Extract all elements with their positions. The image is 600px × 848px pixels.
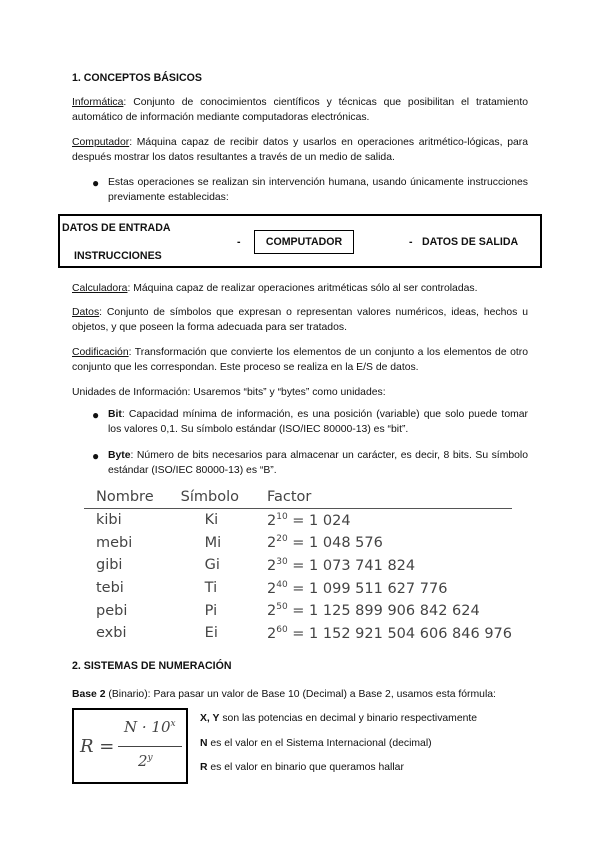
factor-value: = 1 152 921 504 606 846 976 <box>287 625 512 642</box>
bullet-text: Estas operaciones se realizan sin intervención humana, usando únicamente instrucciones previamente establecidas: <box>108 177 528 203</box>
factor-exponent: 10 <box>276 511 288 522</box>
conversion-formula <box>72 708 188 784</box>
unit-name: mebi <box>96 534 133 551</box>
fraction-bar <box>118 746 182 747</box>
factor-base: 2 <box>267 557 277 574</box>
column-header: Factor <box>255 486 512 509</box>
bullet-dot: ● <box>92 408 100 422</box>
binary-prefix-table <box>84 486 512 645</box>
definition-codificacion <box>72 346 528 375</box>
denominator-exponent: y <box>147 753 153 763</box>
bullet-dot: ● <box>92 176 100 190</box>
numerator-exponent: x <box>170 719 176 729</box>
definition-text: : Máquina capaz de realizar operaciones aritméticas sólo al ser controladas. <box>127 283 478 294</box>
numerator-main: N · 10 <box>124 718 171 736</box>
unit-symbol: Ei <box>204 625 218 642</box>
factor-base: 2 <box>267 580 277 597</box>
table-row <box>84 554 512 577</box>
unit-symbol: Ti <box>204 580 218 597</box>
flow-instructions: INSTRUCCIONES <box>74 250 162 262</box>
formula-legend-item <box>200 738 432 749</box>
unit-symbol: Ki <box>204 512 219 529</box>
unit-factor <box>255 577 512 600</box>
unit-factor <box>255 622 512 645</box>
base2-intro <box>72 688 528 703</box>
factor-value: = 1 125 899 906 842 624 <box>287 603 480 620</box>
definition-calculadora <box>72 282 528 297</box>
definition-text: : Máquina capaz de recibir datos y usarlos en operaciones aritmético-lógicas, para después mostrar los datos resultantes a través de un medio de salida. <box>72 137 528 163</box>
factor-value: = 1 099 511 627 776 <box>287 580 448 597</box>
flow-output: DATOS DE SALIDA <box>422 236 519 248</box>
definition-text: : Número de bits necesarios para almacenar un carácter, es decir, 8 bits. Su símbolo estándar (ISO/IEC 80000-13) es “B”. <box>108 450 528 476</box>
unit-name: kibi <box>96 512 122 529</box>
factor-base: 2 <box>267 625 277 642</box>
term: Computador <box>72 137 130 148</box>
unit-name: gibi <box>96 557 123 574</box>
term: Datos <box>72 307 100 318</box>
legend-symbol: N <box>200 738 208 749</box>
factor-exponent: 60 <box>276 624 288 635</box>
unit-factor <box>255 509 512 532</box>
legend-text: son las potencias en decimal y binario respectivamente <box>219 713 478 724</box>
legend-symbol: X, Y <box>200 713 220 724</box>
definition-informatica <box>72 96 528 125</box>
formula-lhs: R = <box>80 736 115 757</box>
factor-base: 2 <box>267 603 277 620</box>
legend-text: es el valor en binario que queramos hallar <box>207 762 404 773</box>
term: Calculadora <box>72 283 128 294</box>
factor-base: 2 <box>267 512 277 529</box>
definition-text: : Conjunto de símbolos que expresan o representan valores numéricos, ideas, hechos u objetos, y que poseen la forma adecuada para ser tratados. <box>72 307 528 333</box>
factor-exponent: 40 <box>276 579 288 590</box>
term: Byte <box>108 450 131 461</box>
definition-text: : Transformación que convierte los elementos de un conjunto a los elementos de otro conjunto que les correspondan. Este proceso se realiza en la E/S de datos. <box>72 347 528 373</box>
definition-datos <box>72 306 528 335</box>
flow-input: DATOS DE ENTRADA <box>62 222 171 234</box>
unit-factor <box>255 599 512 622</box>
definition-text: : Conjunto de conocimientos científicos y técnicas que posibilitan el tratamiento automático de información mediante computadoras electrónicas. <box>72 97 528 123</box>
section-title: 1. CONCEPTOS BÁSICOS <box>72 72 202 84</box>
factor-exponent: 30 <box>276 557 288 568</box>
unit-factor <box>255 532 512 555</box>
table-row <box>84 577 512 600</box>
unit-name: pebi <box>96 602 128 619</box>
definition-byte <box>108 449 528 478</box>
definition-computador <box>72 136 528 165</box>
unit-symbol: Pi <box>204 602 218 619</box>
factor-value: = 1 024 <box>287 512 351 529</box>
definition-text: : Capacidad mínima de información, es una posición (variable) que solo puede tomar los valores 0,1. Su símbolo estándar (ISO/IEC 80000-13) es “bit”. <box>108 409 528 435</box>
legend-symbol: R <box>200 762 208 773</box>
legend-text: es el valor en el Sistema Internacional (decimal) <box>207 738 432 749</box>
factor-exponent: 50 <box>276 602 288 613</box>
factor-base: 2 <box>267 535 277 552</box>
unit-name: exbi <box>96 625 127 642</box>
factor-value: = 1 048 576 <box>287 535 383 552</box>
factor-value: = 1 073 741 824 <box>287 557 416 574</box>
denominator-main: 2 <box>138 752 148 770</box>
table-row <box>84 509 512 532</box>
unit-symbol: Gi <box>204 557 220 574</box>
intro-text: (Binario): Para pasar un valor de Base 10 (Decimal) a Base 2, usamos esta fórmula: <box>105 689 496 700</box>
flow-dash: - <box>237 236 241 248</box>
formula-numerator <box>124 718 176 736</box>
term: Bit <box>108 409 122 420</box>
table-header-row <box>84 486 512 509</box>
term: Codificación <box>72 347 129 358</box>
flow-diagram <box>58 214 542 268</box>
definition-bit <box>108 408 528 437</box>
table-row <box>84 599 512 622</box>
term: Base 2 <box>72 689 106 700</box>
column-header: Símbolo <box>169 486 255 509</box>
table-row <box>84 622 512 645</box>
unit-factor <box>255 554 512 577</box>
units-intro: Unidades de Información: Usaremos “bits” y “bytes” como unidades: <box>72 387 386 398</box>
unit-name: tebi <box>96 580 124 597</box>
formula-denominator <box>138 752 153 770</box>
column-header: Nombre <box>84 486 169 509</box>
bullet-dot: ● <box>92 449 100 463</box>
term: Informática <box>72 97 124 108</box>
flow-dash: - <box>409 236 413 248</box>
formula-legend-item <box>200 762 404 773</box>
factor-exponent: 20 <box>276 534 288 545</box>
section-title: 2. SISTEMAS DE NUMERACIÓN <box>72 660 232 672</box>
table-row <box>84 532 512 555</box>
unit-symbol: Mi <box>204 534 222 551</box>
formula-legend-item <box>200 713 477 724</box>
flow-computer-box: COMPUTADOR <box>254 230 354 254</box>
